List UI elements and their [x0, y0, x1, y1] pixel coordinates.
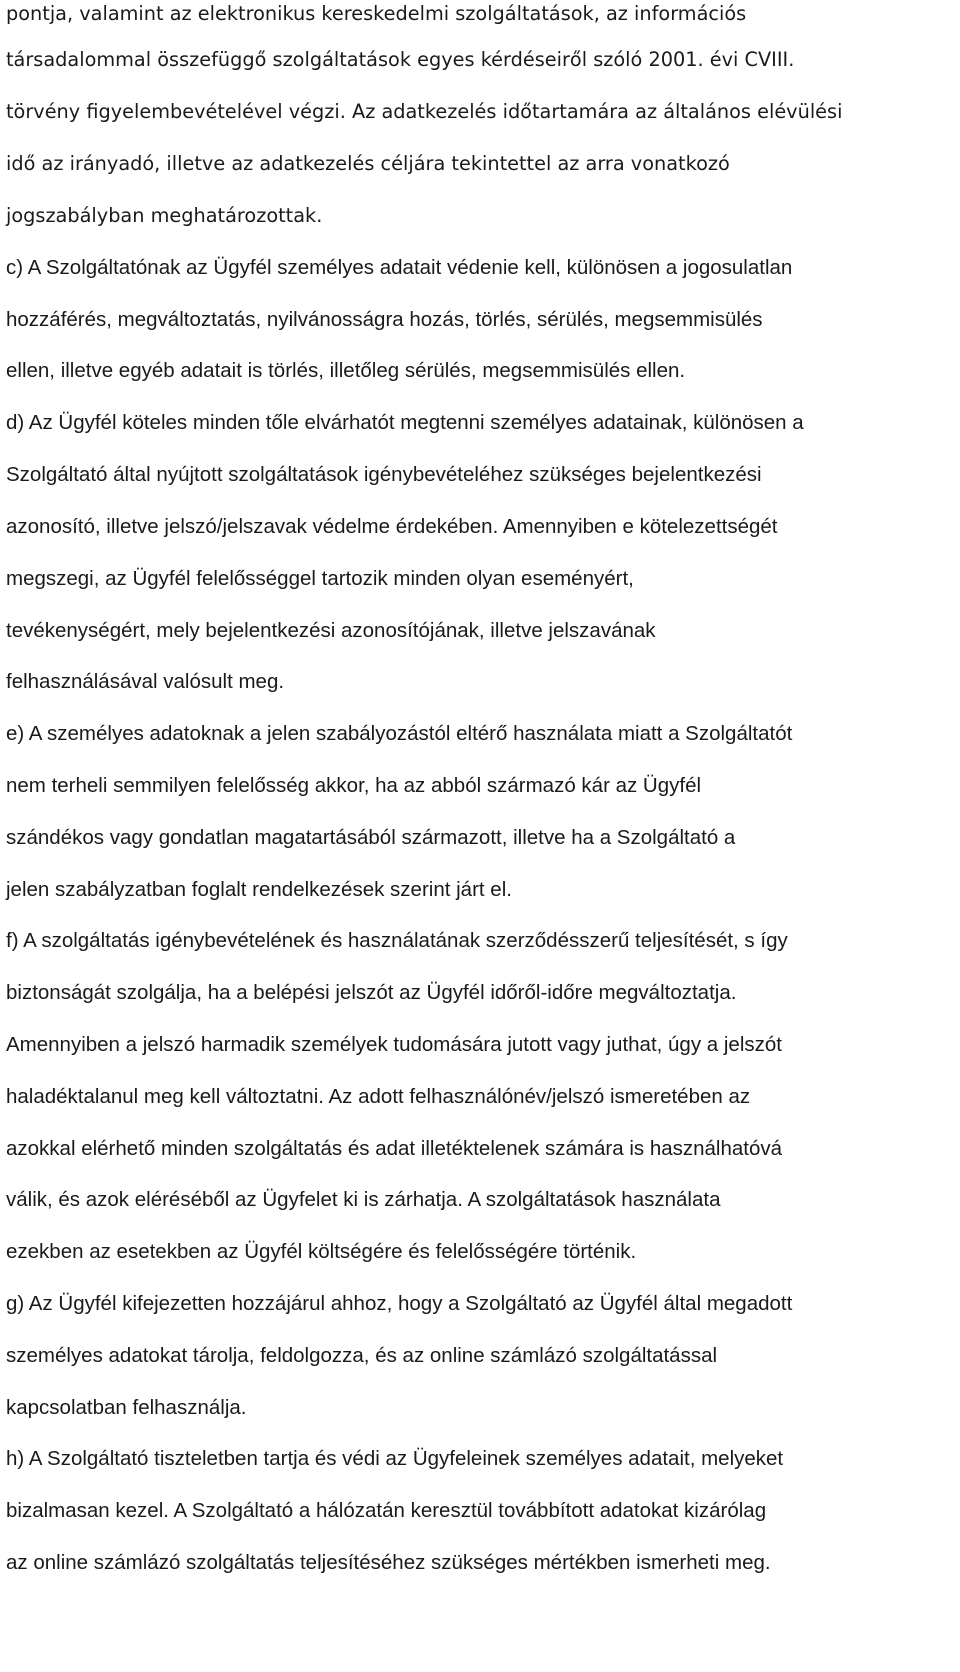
paragraph-e-line-4: jelen szabályzatban foglalt rendelkezések szerint járt el.	[6, 878, 512, 901]
paragraph-b-line-4: idő az irányadó, illetve az adatkezelés céljára tekintettel az arra vonatkozó	[6, 152, 730, 175]
paragraph-g-line-3: kapcsolatban felhasználja.	[6, 1396, 247, 1419]
paragraph-f-line-1: f) A szolgáltatás igénybevételének és használatának szerződésszerű teljesítését, s így	[6, 929, 788, 952]
paragraph-h-line-3: az online számlázó szolgáltatás teljesítéséhez szükséges mértékben ismerheti meg.	[6, 1551, 771, 1574]
paragraph-g-line-2: személyes adatokat tárolja, feldolgozza, és az online számlázó szolgáltatással	[6, 1344, 718, 1367]
paragraph-e-line-3: szándékos vagy gondatlan magatartásából származott, illetve ha a Szolgáltató a	[6, 826, 736, 849]
paragraph-f-line-3: Amennyiben a jelszó harmadik személyek tudomására jutott vagy juthat, úgy a jelszót	[6, 1033, 782, 1056]
paragraph-g-line-1: g) Az Ügyfél kifejezetten hozzájárul ahhoz, hogy a Szolgáltató az Ügyfél által megadott	[6, 1292, 793, 1315]
paragraph-b-line-2: társadalommal összefüggő szolgáltatások egyes kérdéseiről szóló 2001. évi CVIII.	[6, 48, 795, 71]
paragraph-c-line-2: hozzáférés, megváltoztatás, nyilvánosságra hozás, törlés, sérülés, megsemmisülés	[6, 308, 763, 331]
paragraph-h-line-1: h) A Szolgáltató tiszteletben tartja és védi az Ügyfeleinek személyes adatait, melyeket	[6, 1447, 784, 1470]
paragraph-c-line-3: ellen, illetve egyéb adatait is törlés, illetőleg sérülés, megsemmisülés ellen.	[6, 359, 686, 382]
paragraph-f-line-5: azokkal elérhető minden szolgáltatás és adat illetéktelenek számára is használhatóvá	[6, 1137, 783, 1160]
paragraph-b-line-3: törvény figyelembevételével végzi. Az adatkezelés időtartamára az általános elévülési	[6, 100, 843, 123]
paragraph-f-line-4: haladéktalanul meg kell változtatni. Az adott felhasználónév/jelszó ismeretében az	[6, 1085, 751, 1108]
paragraph-d-line-4: megszegi, az Ügyfél felelősséggel tartozik minden olyan eseményért,	[6, 567, 634, 590]
paragraph-f-line-2: biztonságát szolgálja, ha a belépési jelszót az Ügyfél időről-időre megváltoztatja.	[6, 981, 737, 1004]
paragraph-d-line-3: azonosító, illetve jelszó/jelszavak védelme érdekében. Amennyiben e kötelezettségét	[6, 515, 778, 538]
paragraph-d-line-1: d) Az Ügyfél köteles minden tőle elvárhatót megtenni személyes adatainak, különösen a	[6, 411, 804, 434]
paragraph-d-line-6: felhasználásával valósult meg.	[6, 670, 285, 693]
paragraph-h-line-2: bizalmasan kezel. A Szolgáltató a hálózatán keresztül továbbított adatokat kizárólag	[6, 1499, 767, 1522]
paragraph-b-line-1: pontja, valamint az elektronikus kereskedelmi szolgáltatások, az információs	[6, 2, 747, 25]
paragraph-d-line-5: tevékenységért, mely bejelentkezési azonosítójának, illetve jelszavának	[6, 619, 656, 642]
paragraph-f-line-6: válik, és azok eléréséből az Ügyfelet ki is zárhatja. A szolgáltatások használata	[6, 1188, 721, 1211]
paragraph-e-line-1: e) A személyes adatoknak a jelen szabályozástól eltérő használata miatt a Szolgáltatót	[6, 722, 793, 745]
paragraph-d-line-2: Szolgáltató által nyújtott szolgáltatások igénybevételéhez szükséges bejelentkezési	[6, 463, 762, 486]
paragraph-b-line-5: jogszabályban meghatározottak.	[6, 204, 323, 227]
paragraph-c-line-1: c) A Szolgáltatónak az Ügyfél személyes adatait védenie kell, különösen a jogosulatlan	[6, 256, 793, 279]
paragraph-f-line-7: ezekben az esetekben az Ügyfél költségére és felelősségére történik.	[6, 1240, 637, 1263]
paragraph-e-line-2: nem terheli semmilyen felelősség akkor, ha az abból származó kár az Ügyfél	[6, 774, 702, 797]
